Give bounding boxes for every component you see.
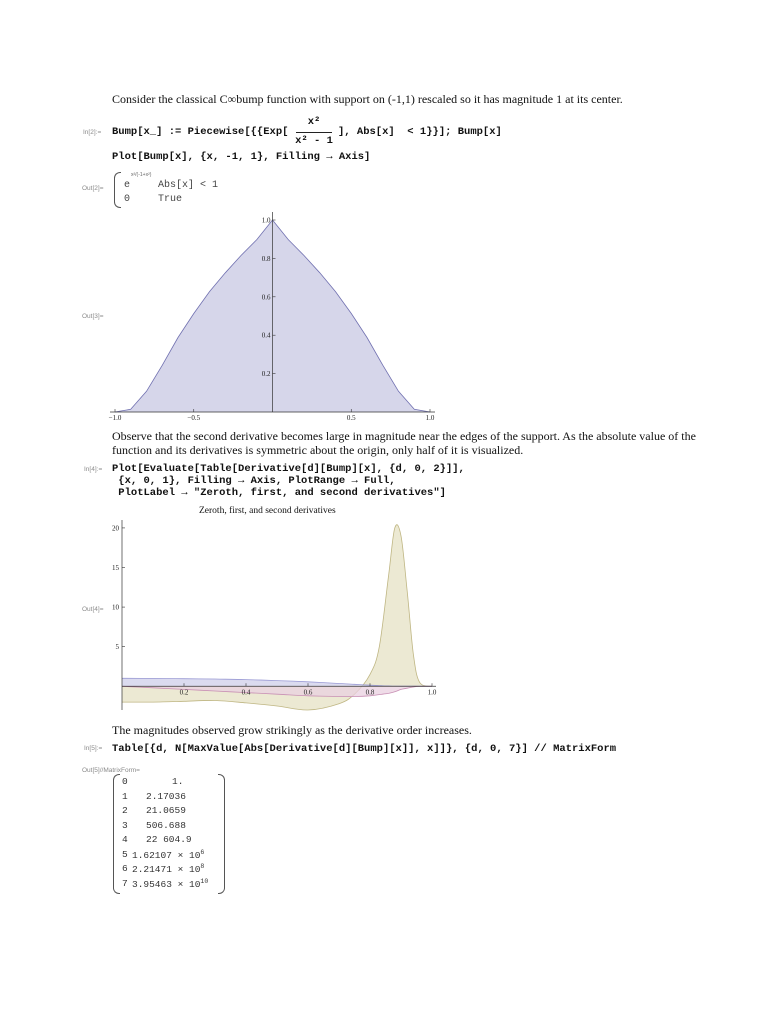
out2-row2-cond: True <box>158 194 183 205</box>
matrix-row-value: $2.21471 \times 10^8$ <box>132 863 205 876</box>
y-tick-label: 0.6 <box>261 293 271 302</box>
matrix-row-index: 2 <box>122 805 128 816</box>
in2-code-suffix: ], Abs[x] < 1}}]; Bump[x] <box>338 126 502 138</box>
in2-code-prefix: Bump[x_] := Piecewise[{{Exp[ <box>112 126 289 138</box>
x-tick-label: 1.0 <box>427 688 437 697</box>
out2-row1-cond: Abs[x] < 1 <box>158 180 219 191</box>
x-tick-label: 0.2 <box>179 688 189 697</box>
matrix-row-index: 3 <box>122 819 128 831</box>
in4-label: In[4]:= <box>84 466 103 473</box>
matrix-row-index: 4 <box>122 834 128 845</box>
out4-label: Out[4]= <box>82 606 104 613</box>
in4-code-line3[interactable]: PlotLabel → "Zeroth, first, and second derivatives"] <box>112 487 446 499</box>
out2-piecewise <box>124 172 324 208</box>
y-tick-label: 20 <box>112 524 119 533</box>
paragraph-magnitudes: The magnitudes observed grow strikingly as the derivative order increases. <box>112 723 472 737</box>
in2-fraction-numerator: x² <box>307 116 321 128</box>
matrix-row-index: 6 <box>122 863 128 874</box>
plot2-title: Zeroth, first, and second derivatives <box>199 506 336 516</box>
x-tick-label: 0.8 <box>365 688 375 697</box>
in5-code[interactable]: Table[{d, N[MaxValue[Abs[Derivative[d][Bump][x]], x]]}, {d, 0, 7}] // MatrixForm <box>112 743 617 755</box>
fraction-bar <box>296 132 332 133</box>
matrix-form <box>120 774 220 894</box>
paragraph-derivatives: Observe that the second derivative becomes large in magnitude near the edges of the support. As the absolute value of the function and its derivatives is symmetric about the origin, only half of it is visualized. <box>112 429 696 457</box>
x-tick-label: 1.0 <box>425 414 435 422</box>
y-tick-label: 1.0 <box>261 216 271 225</box>
out3-label: Out[3]= <box>82 313 104 320</box>
in5-label: In[5]:= <box>84 745 103 752</box>
y-tick-label: 5 <box>115 643 119 652</box>
matrix-row-index: 0 <box>122 776 128 787</box>
y-tick-label: 0.8 <box>261 254 271 263</box>
matrix-row-value: 21.0659 <box>146 805 186 816</box>
in2-fraction-denominator: x² - 1 <box>295 135 333 147</box>
out2-row1-expr: e <box>124 180 131 191</box>
in4-code-line2[interactable]: {x, 0, 1}, Filling → Axis, PlotRange → Full, <box>112 475 396 487</box>
matrix-row-value: 1. <box>172 776 184 787</box>
piecewise-brace <box>114 172 121 208</box>
matrix-row-exponent: 6 <box>200 848 205 856</box>
matrix-row-value: $3.95463 \times 10^{10}$ <box>132 877 209 890</box>
matrix-row-value: 2.17036 <box>146 790 186 802</box>
in2-label: In[2]:= <box>83 129 102 136</box>
matrix-row-exponent: 10 <box>200 877 209 885</box>
matrix-row-value: $1.62107 \times 10^6$ <box>132 848 205 861</box>
out5-label: Out[5]//MatrixForm= <box>82 767 140 774</box>
matrix-row-value: 506.688 <box>146 819 186 831</box>
y-tick-label: 15 <box>112 564 119 572</box>
y-tick-label: 0.2 <box>261 370 271 379</box>
matrix-row-index: 1 <box>122 790 128 802</box>
matrix-left-paren <box>113 774 120 894</box>
y-tick-label: 0.4 <box>261 331 271 340</box>
matrix-row-value: 22 604.9 <box>146 834 192 845</box>
out2-row1-exponent: x²/(-1+x²) <box>131 172 152 178</box>
in2-input-cell[interactable] <box>112 112 532 152</box>
x-tick-label: −1.0 <box>108 414 122 422</box>
x-tick-label: −0.5 <box>187 414 201 422</box>
in4-code-line1[interactable]: Plot[Evaluate[Table[Derivative[d][Bump][x], {d, 0, 2}]], <box>112 463 465 475</box>
out2-row2-expr: 0 <box>124 194 131 205</box>
in3-code[interactable]: Plot[Bump[x], {x, -1, 1}, Filling → Axis] <box>112 151 371 163</box>
matrix-row-index: 7 <box>122 877 128 889</box>
matrix-row-index: 5 <box>122 848 128 860</box>
y-tick-label: 10 <box>112 603 119 612</box>
matrix-row-exponent: 8 <box>200 863 205 870</box>
x-tick-label: 0.6 <box>303 688 313 697</box>
x-tick-label: 0.4 <box>241 688 251 697</box>
bump-plot[interactable] <box>110 212 440 427</box>
x-tick-label: 0.5 <box>346 414 356 422</box>
intro-text: Consider the classical C∞bump function with support on (-1,1) rescaled so it has magnitude 1 at its center. <box>112 92 623 106</box>
out2-label: Out[2]= <box>82 185 104 192</box>
derivatives-plot[interactable] <box>110 516 440 716</box>
